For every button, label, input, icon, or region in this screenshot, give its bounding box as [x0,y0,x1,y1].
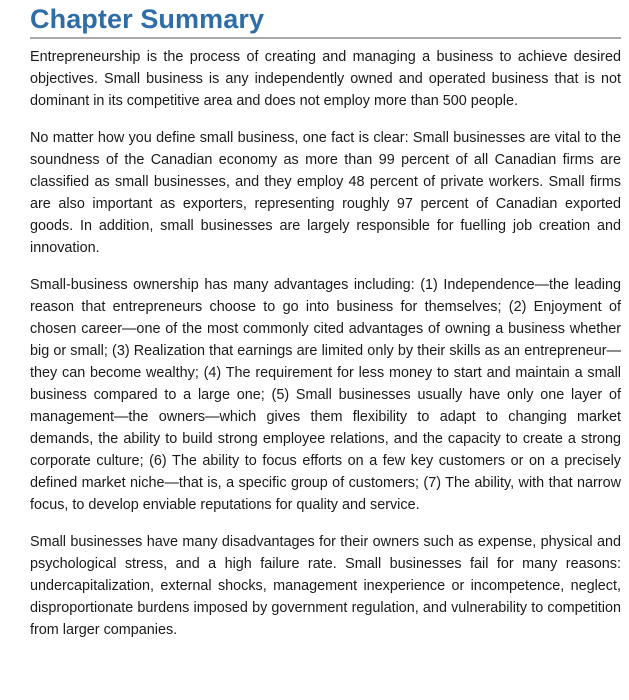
page-title: Chapter Summary [30,4,265,34]
title-underline-divider [30,37,621,39]
paragraph-advantages: Small-business ownership has many advantages including: (1) Independence—the leading reason that entrepreneurs choose to go into business for themselves; (2) Enjoyment of chosen career—one of the most commonly cited advantages of owning a business whether big or small; (3) Realization that earnings are limited only by their skills as an entrepreneur—they can become wealthy; (4) The requirement for less money to start and maintain a small business compared to a large one; (5) Small businesses usually have only one layer of management—the owners—which gives them flexibility to adapt to changing market demands, the ability to build strong employee relations, and the capacity to create a strong corporate culture; (6) The ability to focus efforts on a few key customers or on a precisely defined market niche—that is, a specific group of customers; (7) The ability, with that narrow focus, to develop enviable reputations for quality and service. [30,277,621,513]
paragraph-economic-importance: No matter how you define small business, one fact is clear: Small businesses are vital to the soundness of the Canadian economy as more than 99 percent of all Canadian firms are classified as small businesses, and they employ 48 percent of private workers. Small firms are also important as exporters, representing roughly 97 percent of Canadian exported goods. In addition, small businesses are largely responsible for fuelling job creation and innovation. [30,130,621,256]
paragraph-disadvantages: Small businesses have many disadvantages for their owners such as expense, physical and psychological stress, and a high failure rate. Small businesses fail for many reasons: undercapitalization, external shocks, management inexperience or incompetence, neglect, disproportionate burdens imposed by government regulation, and vulnerability to competition from larger companies. [30,534,621,638]
paragraph-entrepreneurship-definition: Entrepreneurship is the process of creating and managing a business to achieve desired objectives. Small business is any independently owned and operated business that is not dominant in its competitive area and does not employ more than 500 people. [30,49,621,109]
